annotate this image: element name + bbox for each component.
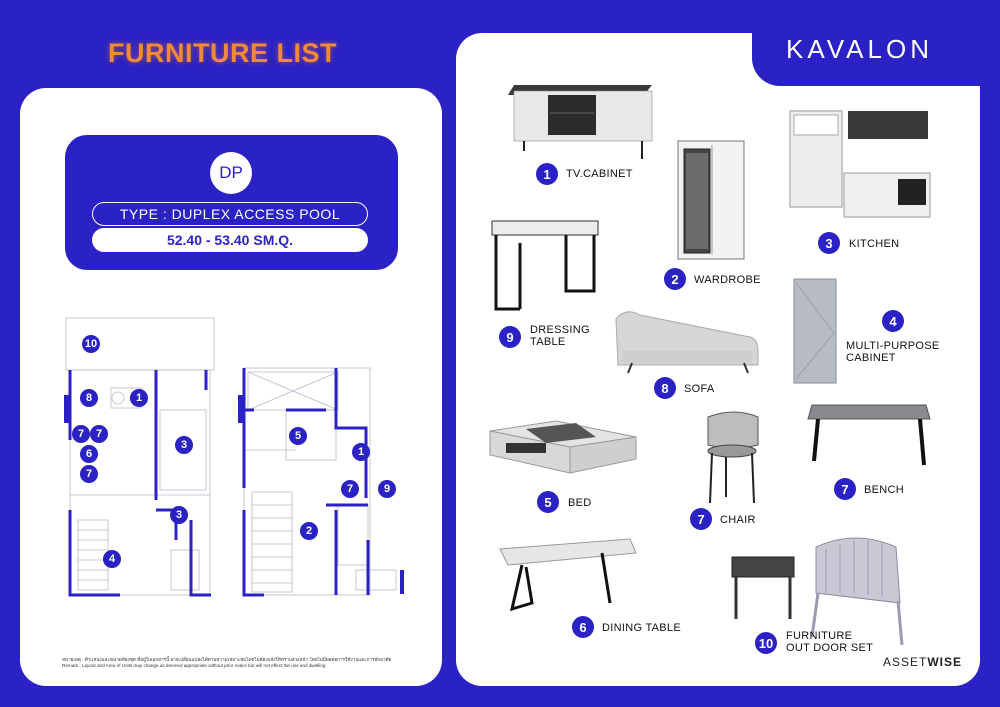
item-label-sofa: SOFA xyxy=(684,383,715,395)
bed-illustration xyxy=(490,421,636,473)
item-label-line: CABINET xyxy=(846,352,896,364)
plan-marker-7r: 7 xyxy=(341,480,359,498)
item-label-multipurpose-cabinet xyxy=(846,340,940,364)
item-number-5: 5 xyxy=(537,491,559,513)
remark-english: Remark : Layout and Area of Units may change as deemed appropriate without prior notice but will not effect the use and dwelling xyxy=(62,663,326,668)
page-title: FURNITURE LIST xyxy=(108,38,337,68)
plan-marker-3b: 3 xyxy=(170,506,188,524)
item-label-line: MULTI-PURPOSE xyxy=(846,340,940,352)
unit-area-label: 52.40 - 53.40 SM.Q. xyxy=(92,228,368,252)
plan-marker-4: 4 xyxy=(103,550,121,568)
item-number-1: 1 xyxy=(536,163,558,185)
wardrobe-illustration xyxy=(678,141,744,259)
chair-illustration xyxy=(708,412,758,503)
plan-marker-1: 1 xyxy=(130,389,148,407)
plan-marker-5: 5 xyxy=(289,427,307,445)
item-label-kitchen: KITCHEN xyxy=(849,238,900,250)
item-label-chair: CHAIR xyxy=(720,514,756,526)
developer-logo-part: WISE xyxy=(927,655,963,669)
developer-logo xyxy=(883,655,962,669)
item-number-9: 9 xyxy=(499,326,521,348)
item-label-wardrobe: WARDROBE xyxy=(694,274,761,286)
item-number-10: 10 xyxy=(755,632,777,654)
plan-marker-7a: 7 xyxy=(72,425,90,443)
item-number-6: 6 xyxy=(572,616,594,638)
item-label-line: OUT DOOR SET xyxy=(786,642,874,654)
multipurpose-cabinet-illustration xyxy=(794,279,836,383)
remark-thai: หมายเหตุ : ตำแหน่งและขนาดห้องชุด ที่อยู่ในเอกสารนี้ อาจเปลี่ยนแปลงได้ตามความเหมาะสมโดยไม่ต้องแจ้งให้ทราบล่วงหน้า โดยไม่มีผลต่อการใช้งานและการพักอาศัย xyxy=(62,657,392,662)
item-number-7-bench: 7 xyxy=(834,478,856,500)
item-label-line: TABLE xyxy=(530,336,566,348)
unit-code-badge: DP xyxy=(210,152,252,194)
plan-marker-6: 6 xyxy=(80,445,98,463)
remark-note xyxy=(62,657,432,669)
item-label-dressing-table xyxy=(530,324,590,348)
plan-marker-9r: 9 xyxy=(378,480,396,498)
brand-logo: KAVALON xyxy=(786,34,933,64)
tv-cabinet-illustration xyxy=(508,85,652,159)
item-label-outdoor-set xyxy=(786,630,873,654)
item-label-tv-cabinet: TV.CABINET xyxy=(566,168,633,180)
dining-table-illustration xyxy=(500,539,636,609)
outdoor-set-illustration xyxy=(732,538,902,645)
item-label-dining-table: DINING TABLE xyxy=(602,622,681,634)
item-number-4: 4 xyxy=(882,310,904,332)
item-number-7-chair: 7 xyxy=(690,508,712,530)
plan-marker-7b: 7 xyxy=(90,425,108,443)
item-number-3: 3 xyxy=(818,232,840,254)
plan-marker-1r: 1 xyxy=(352,443,370,461)
item-label-bench: BENCH xyxy=(864,484,905,496)
unit-type-label: TYPE : DUPLEX ACCESS POOL xyxy=(92,202,368,226)
item-label-line: FURNITURE xyxy=(786,630,853,642)
item-number-8: 8 xyxy=(654,377,676,399)
sofa-illustration xyxy=(616,312,758,373)
plan-marker-3a: 3 xyxy=(175,436,193,454)
plan-marker-2r: 2 xyxy=(300,522,318,540)
plan-marker-10: 10 xyxy=(82,335,100,353)
plan-marker-8: 8 xyxy=(80,389,98,407)
item-number-2: 2 xyxy=(664,268,686,290)
bench-illustration xyxy=(808,405,930,465)
item-label-line: DRESSING xyxy=(530,324,590,336)
dressing-table-illustration xyxy=(492,221,598,309)
item-label-bed: BED xyxy=(568,497,592,509)
kitchen-illustration xyxy=(790,111,930,217)
developer-logo-part: ASSET xyxy=(883,655,928,669)
plan-marker-7c: 7 xyxy=(80,465,98,483)
